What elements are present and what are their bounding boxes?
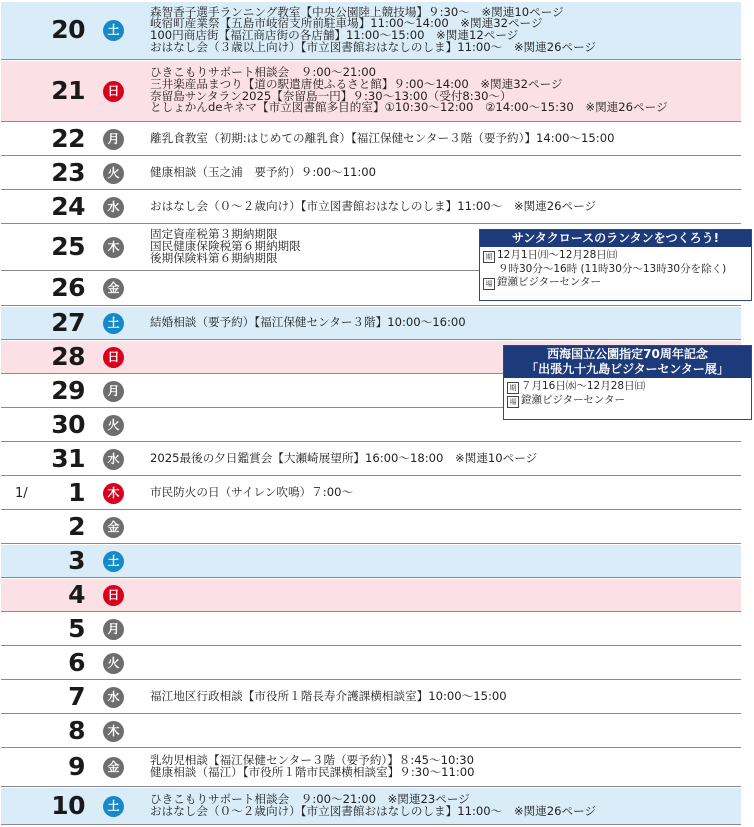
- calendar-row: [1, 191, 741, 224]
- event-list: [150, 314, 739, 329]
- event-item: 国民健康保険税第６期納期限: [150, 239, 301, 254]
- day-number: 21: [51, 75, 85, 105]
- event-list: [150, 791, 739, 818]
- weekday-badge: 火: [103, 653, 124, 674]
- calendar-row: [1, 123, 741, 156]
- calendar-row: [1, 2, 741, 60]
- event-item: 後期保険料第６期納期限: [150, 250, 278, 265]
- event-item: 健康相談（福江）【市役所１階市民課横相談室】９:30～11:00: [150, 765, 475, 779]
- day-number: 4: [68, 579, 85, 609]
- weekday-badge: 金: [103, 517, 124, 538]
- weekday-badge: 木: [103, 721, 124, 742]
- event-item: 固定資産税第３期納期限: [150, 227, 278, 242]
- day-number: 2: [68, 511, 85, 541]
- place-icon: 場: [483, 278, 495, 290]
- weekday-badge: 月: [103, 129, 124, 150]
- day-number: 10: [51, 790, 85, 820]
- event-item: 福江地区行政相談【市役所１階長寿介護課横相談室】10:00～15:00: [150, 688, 507, 703]
- day-number: 9: [68, 752, 85, 781]
- day-number: 7: [68, 681, 85, 711]
- weekday-badge: 木: [103, 483, 124, 504]
- month-label: 1/: [15, 485, 28, 501]
- event-list: [150, 130, 739, 145]
- calendar-row: [1, 613, 741, 646]
- lantern-event-venue: 場 鐙瀬ビジターセンター: [480, 276, 751, 290]
- exhibition-period: 期 ７月16日㈬～12月28日㈰: [504, 380, 751, 394]
- day-number: 1: [68, 477, 85, 507]
- day-number: 24: [51, 191, 85, 221]
- event-item: としょかんdeキネマ【市立図書館多目的室】①10:30～12:00 ②14:00～15:30 ※関連26ページ: [150, 100, 668, 115]
- day-number: 23: [51, 157, 85, 187]
- event-list: [150, 67, 739, 114]
- weekday-badge: 火: [103, 415, 124, 436]
- event-list: [150, 484, 739, 499]
- day-number: 5: [68, 613, 85, 643]
- weekday-badge: 日: [103, 585, 124, 606]
- day-number: 3: [68, 545, 85, 575]
- event-item: 森智香子選手ランニング教室【中央公園陸上競技場】９:30～ ※関連10ページ: [150, 4, 564, 19]
- day-number: 25: [51, 232, 85, 261]
- event-item: 離乳食教室（初期:はじめての離乳食）【福江保健センター３階（要予約）】14:00～15:00: [150, 130, 615, 145]
- place-icon: 場: [507, 396, 519, 408]
- day-number: 20: [51, 15, 85, 44]
- weekday-badge: 月: [103, 619, 124, 640]
- event-item: 結婚相談（要予約）【福江保健センター３階】10:00～16:00: [150, 314, 466, 329]
- calendar-row: [1, 443, 741, 476]
- weekday-badge: 土: [103, 20, 124, 41]
- calendar-row: [1, 788, 741, 825]
- day-number: 27: [51, 307, 85, 337]
- event-item: おはなし会（３歳以上向け）【市立図書館おはなしのしま】11:00～ ※関連26ページ: [150, 39, 597, 54]
- calendar-row: [1, 157, 741, 190]
- event-list: [150, 688, 739, 703]
- event-item: 100円商店街【福江商店街の各店舗】11:00～15:00 ※関連12ページ: [150, 28, 519, 42]
- weekday-badge: 水: [103, 687, 124, 708]
- event-item: ひきこもりサポート相談会 ９:00～21:00: [150, 65, 376, 80]
- event-list: [150, 4, 739, 54]
- calendar-icon: 期: [507, 382, 519, 394]
- event-item: 奈留島サンタラン2025【奈留島一円】９:30～13:00（受付8:30～）: [150, 88, 512, 103]
- calendar-row: [1, 715, 741, 748]
- weekday-badge: 日: [103, 81, 124, 102]
- event-list: [150, 164, 739, 179]
- event-item: 2025最後の夕日鑑賞会【大瀬崎展望所】16:00～18:00 ※関連10ページ: [150, 450, 538, 465]
- event-item: 乳幼児相談【福江保健センター３階（要予約）】８:45～10:30: [150, 753, 475, 768]
- day-number: 22: [51, 123, 85, 153]
- day-number: 26: [51, 273, 85, 302]
- weekday-badge: 木: [103, 237, 124, 258]
- event-item: 市民防火の日（サイレン吹鳴）７:00～: [150, 484, 354, 499]
- lantern-event-box: [479, 229, 752, 301]
- exhibition-box: [503, 345, 752, 420]
- event-item: おはなし会（０～２歳向け）【市立図書館おはなしのしま】11:00～ ※関連26ページ: [150, 803, 597, 818]
- weekday-badge: 火: [103, 163, 124, 184]
- event-item: おはなし会（０～２歳向け）【市立図書館おはなしのしま】11:00～ ※関連26ページ: [150, 198, 597, 213]
- event-list: [150, 755, 739, 778]
- lantern-event-title: サンタクロースのランタンをつくろう!: [480, 230, 751, 247]
- event-list: [150, 198, 739, 213]
- weekday-badge: 土: [103, 551, 124, 572]
- calendar-row: [1, 647, 741, 680]
- event-item: 岐宿町産業祭【五島市岐宿支所前駐車場】11:00～14:00 ※関連32ページ: [150, 16, 543, 31]
- calendar-row: [1, 307, 741, 340]
- event-item: 三井楽産品まつり【道の駅遣唐使ふるさと館】９:00～14:00 ※関連32ページ: [150, 76, 563, 91]
- lantern-event-period: 期 12月1日㈪～12月28日㈰: [480, 249, 751, 263]
- calendar-row: [1, 579, 741, 612]
- weekday-badge: 日: [103, 347, 124, 368]
- calendar-row: [1, 511, 741, 544]
- weekday-badge: 土: [103, 796, 124, 817]
- event-item: 健康相談（玉之浦 要予約）９:00～11:00: [150, 164, 376, 179]
- event-item: ひきこもりサポート相談会 ９:00～21:00 ※関連23ページ: [150, 791, 470, 806]
- calendar-icon: 期: [483, 251, 495, 263]
- calendar-row: [1, 749, 741, 787]
- weekday-badge: 水: [103, 449, 124, 470]
- weekday-badge: 土: [103, 313, 124, 334]
- day-number: 30: [51, 409, 85, 439]
- event-list: [150, 450, 739, 465]
- day-number: 6: [68, 647, 85, 677]
- day-number: 8: [68, 715, 85, 745]
- lantern-event-time: ９時30分～16時 (11時30分～13時30分を除く): [498, 263, 727, 275]
- weekday-badge: 月: [103, 381, 124, 402]
- day-number: 29: [51, 375, 85, 405]
- calendar-row: [1, 681, 741, 714]
- weekday-badge: 金: [103, 278, 124, 299]
- calendar-row: [1, 61, 741, 122]
- exhibition-title: 西海国立公園指定70周年記念 「出張九十九島ビジターセンター展」: [504, 346, 751, 378]
- calendar-row: [1, 545, 741, 578]
- day-number: 28: [51, 341, 85, 371]
- exhibition-venue: 場 鐙瀬ビジターセンター: [504, 394, 751, 408]
- calendar-row: [1, 477, 741, 510]
- day-number: 31: [51, 443, 85, 473]
- weekday-badge: 水: [103, 197, 124, 218]
- weekday-badge: 金: [103, 757, 124, 778]
